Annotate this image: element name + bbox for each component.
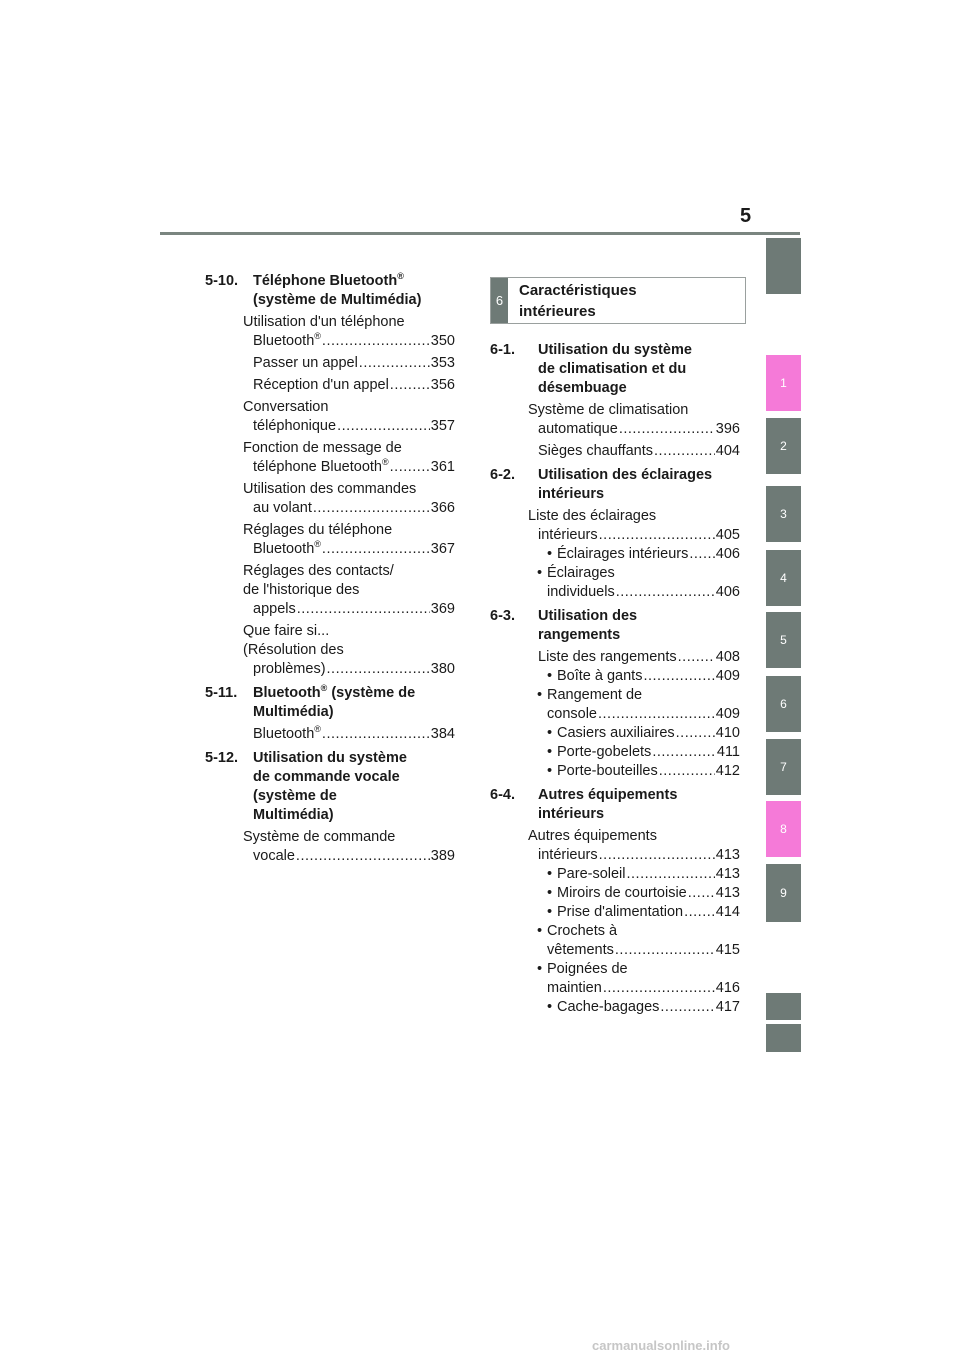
leader-dots [313, 499, 430, 518]
section-heading[interactable]: 5-12. Utilisation du système de commande vocale (système de Multimédia) [205, 750, 407, 823]
leader-dots [322, 725, 430, 744]
leader-dots [359, 354, 430, 373]
toc-subentry[interactable]: • Pare-soleil ..... 413 [528, 865, 740, 884]
chapter-tab-blank-1[interactable] [766, 993, 801, 1020]
page-ref: 405 [715, 527, 740, 543]
toc-subentry[interactable]: • Boîte à gants ..... 409 [528, 667, 740, 686]
bullet-icon: • [547, 763, 553, 779]
page-ref: 411 [716, 744, 740, 760]
leader-dots [659, 762, 715, 781]
leader-dots [684, 903, 715, 922]
page-ref: 356 [430, 377, 455, 393]
leader-dots [337, 417, 430, 436]
leader-dots [619, 420, 715, 439]
toc-subentry[interactable]: • Éclairages intérieurs ..... 406 [528, 545, 740, 564]
leader-dots [615, 941, 715, 960]
leader-dots [322, 332, 430, 351]
toc-subentry[interactable]: • Porte-bouteilles ..... 412 [528, 762, 740, 781]
toc-subentry[interactable]: • Rangement de console ..... 409 [528, 686, 740, 724]
toc-entry[interactable]: Réglages des contacts/ de l'historique des appels ..... 369 [243, 562, 455, 619]
toc-subentry[interactable]: • Cache-bagages ..... 417 [528, 998, 740, 1017]
page-ref: 406 [715, 584, 740, 600]
page-ref: 416 [715, 980, 740, 996]
toc-subentry[interactable]: • Porte-gobelets ..... 411 [528, 743, 740, 762]
chapter-tab-8[interactable]: 8 [766, 801, 801, 857]
page-ref: 413 [715, 866, 740, 882]
page-ref: 350 [430, 333, 455, 349]
toc-subentry[interactable]: • Crochets à vêtements ..... 415 [528, 922, 740, 960]
toc-subentry[interactable]: • Prise d'alimentation ..... 414 [528, 903, 740, 922]
chapter-tab-blank-2[interactable] [766, 1024, 801, 1052]
toc-entry[interactable]: Sièges chauffants ..... 404 [528, 442, 740, 461]
page-ref: 417 [715, 999, 740, 1015]
toc-entry[interactable]: Passer un appel ..... 353 [243, 354, 455, 373]
watermark: carmanualsonline.info [592, 1338, 730, 1353]
bullet-icon: • [547, 725, 553, 741]
bullet-icon: • [547, 904, 553, 920]
chapter-tab-6[interactable]: 6 [766, 676, 801, 732]
chapter-tab-4[interactable]: 4 [766, 550, 801, 606]
page-ref: 413 [715, 885, 740, 901]
page-number: 5 [740, 205, 752, 227]
bullet-icon: • [547, 546, 553, 562]
page-ref: 406 [715, 546, 740, 562]
page-ref: 366 [430, 500, 455, 516]
leader-dots [390, 376, 430, 395]
chapter-tab-7[interactable]: 7 [766, 739, 801, 795]
leader-dots [297, 600, 430, 619]
toc-entry[interactable]: Bluetooth® ..... 384 [243, 725, 455, 744]
section-heading[interactable]: 6-1. Utilisation du système de climatisation et du désembuage [490, 342, 692, 396]
page-ref: 414 [715, 904, 740, 920]
bullet-icon: • [537, 687, 543, 703]
bullet-icon: • [537, 565, 543, 581]
toc-subentry[interactable]: • Casiers auxiliaires ..... 410 [528, 724, 740, 743]
toc-entry[interactable]: Utilisation d'un téléphone Bluetooth® ..... 350 [243, 313, 455, 351]
leader-dots [616, 583, 715, 602]
page-ref: 415 [715, 942, 740, 958]
toc-entry[interactable]: Que faire si... (Résolution des problèmes) ..... 380 [243, 622, 455, 679]
page-ref: 408 [715, 649, 740, 665]
leader-dots [627, 865, 715, 884]
toc-entry[interactable]: Liste des éclairages intérieurs ..... 405 [528, 507, 740, 545]
page-ref: 409 [715, 706, 740, 722]
leader-dots [599, 526, 715, 545]
toc-entry[interactable]: Réglages du téléphone Bluetooth® ..... 367 [243, 521, 455, 559]
toc-entry[interactable]: Autres équipements intérieurs ..... 413 [528, 827, 740, 865]
toc-subentry[interactable]: • Poignées de maintien ..... 416 [528, 960, 740, 998]
page-ref: 412 [715, 763, 740, 779]
page-ref: 404 [715, 443, 740, 459]
page-ref: 410 [715, 725, 740, 741]
toc-subentry[interactable]: • Miroirs de courtoisie ..... 413 [528, 884, 740, 903]
chapter-heading-box [490, 277, 746, 324]
toc-entry[interactable]: Fonction de message de téléphone Bluetooth® ..... 361 [243, 439, 455, 477]
chapter-tab-blank-top[interactable] [766, 238, 801, 294]
page-ref: 367 [430, 541, 455, 557]
leader-dots [689, 545, 714, 564]
page-ref: 361 [430, 459, 455, 475]
page-ref: 357 [430, 418, 455, 434]
page-ref: 396 [715, 421, 740, 437]
bullet-icon: • [547, 744, 553, 760]
chapter-tab-3[interactable]: 3 [766, 486, 801, 542]
leader-dots [678, 648, 715, 667]
leader-dots [660, 998, 714, 1017]
header-rule [160, 232, 800, 235]
toc-column-left [205, 272, 455, 866]
chapter-number-badge: 6 [491, 278, 508, 323]
section-heading[interactable]: 5-11. Bluetooth® (système de Multimédia) [205, 683, 416, 720]
page-ref: 369 [430, 601, 455, 617]
chapter-tab-9[interactable]: 9 [766, 864, 801, 922]
chapter-tab-1[interactable]: 1 [766, 355, 801, 411]
toc-entry[interactable]: Liste des rangements ..... 408 [528, 648, 740, 667]
leader-dots [390, 458, 430, 477]
bullet-icon: • [537, 923, 543, 939]
toc-column-right [490, 341, 740, 1017]
page-ref: 380 [430, 661, 455, 677]
section-heading[interactable]: 6-4. Autres équipements intérieurs [490, 787, 678, 822]
toc-entry[interactable]: Utilisation des commandes au volant ..... 366 [243, 480, 455, 518]
toc-entry[interactable]: Conversation téléphonique ..... 357 [243, 398, 455, 436]
toc-entry[interactable]: Système de climatisation automatique ..... 396 [528, 401, 740, 439]
page-ref: 384 [430, 726, 455, 742]
leader-dots [652, 743, 716, 762]
leader-dots [688, 884, 715, 903]
section-heading[interactable]: 5-10. Téléphone Bluetooth® (système de Multimédia) [205, 271, 422, 308]
leader-dots [322, 540, 430, 559]
section-heading[interactable]: 6-3. Utilisation des rangements [490, 608, 638, 643]
leader-dots [296, 847, 430, 866]
section-heading[interactable]: 6-2. Utilisation des éclairages intérieurs [490, 467, 713, 502]
toc-entry[interactable]: Système de commande vocale ..... 389 [243, 828, 455, 866]
page-ref: 413 [715, 847, 740, 863]
leader-dots [598, 705, 715, 724]
leader-dots [643, 667, 714, 686]
leader-dots [599, 846, 715, 865]
toc-subentry[interactable]: • Éclairages individuels ..... 406 [528, 564, 740, 602]
bullet-icon: • [547, 885, 553, 901]
leader-dots [654, 442, 715, 461]
page-ref: 389 [430, 848, 455, 864]
bullet-icon: • [547, 999, 553, 1015]
leader-dots [603, 979, 715, 998]
chapter-title: Caractéristiques intérieures [519, 282, 637, 320]
bullet-icon: • [547, 866, 553, 882]
page-ref: 409 [715, 668, 740, 684]
bullet-icon: • [537, 961, 543, 977]
chapter-tab-5[interactable]: 5 [766, 612, 801, 668]
chapter-tab-2[interactable]: 2 [766, 418, 801, 474]
toc-entry[interactable]: Réception d'un appel ..... 356 [243, 376, 455, 395]
leader-dots [327, 660, 430, 679]
leader-dots [676, 724, 715, 743]
page-ref: 353 [430, 355, 455, 371]
bullet-icon: • [547, 668, 553, 684]
